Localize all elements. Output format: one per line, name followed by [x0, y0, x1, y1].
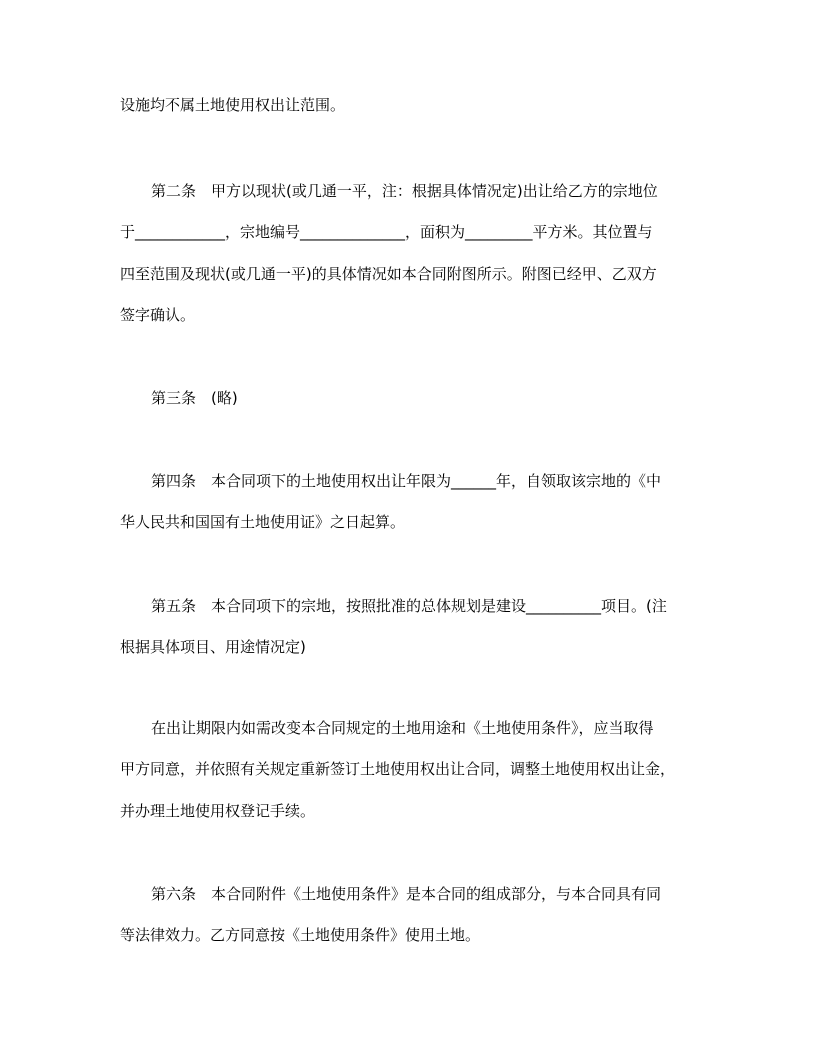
text-line: 华人民共和国国有土地使用证》之日起算。: [120, 513, 406, 531]
text-line: 签字确认。: [120, 306, 196, 324]
text-line: 于____________，宗地编号______________，面积为_________平方米。其位置与: [120, 223, 653, 241]
text-line: 四至范围及现状(或几通一平)的具体情况如本合同附图所示。附图已经甲、乙双方: [120, 265, 657, 283]
text-line: 甲方同意，并依照有关规定重新签订土地使用权出让合同，调整土地使用权出让金，: [120, 760, 676, 778]
text-line: 根据具体项目、用途情况定): [120, 638, 306, 656]
paragraph-first-line: 在出让期限内如需改变本合同规定的土地用途和《土地使用条件》，应当取得: [151, 719, 654, 737]
text-line: 并办理土地使用权登记手续。: [120, 802, 316, 820]
text-line: 设施均不属土地使用权出让范围。: [120, 96, 346, 114]
article-3-heading-line: 第三条 (略): [151, 389, 238, 407]
article-4-heading-line: 第四条 本合同项下的土地使用权出让年限为______年，自领取该宗地的《中: [151, 472, 662, 490]
text-line: 等法律效力。乙方同意按《土地使用条件》使用土地。: [120, 926, 481, 944]
article-6-heading-line: 第六条 本合同附件《土地使用条件》是本合同的组成部分，与本合同具有同: [151, 885, 662, 903]
article-2-heading-line: 第二条 甲方以现状(或几通一平，注：根据具体情况定)出让给乙方的宗地位: [151, 182, 658, 200]
article-5-heading-line: 第五条 本合同项下的宗地，按照批准的总体规划是建设__________项目。(注: [151, 597, 667, 615]
